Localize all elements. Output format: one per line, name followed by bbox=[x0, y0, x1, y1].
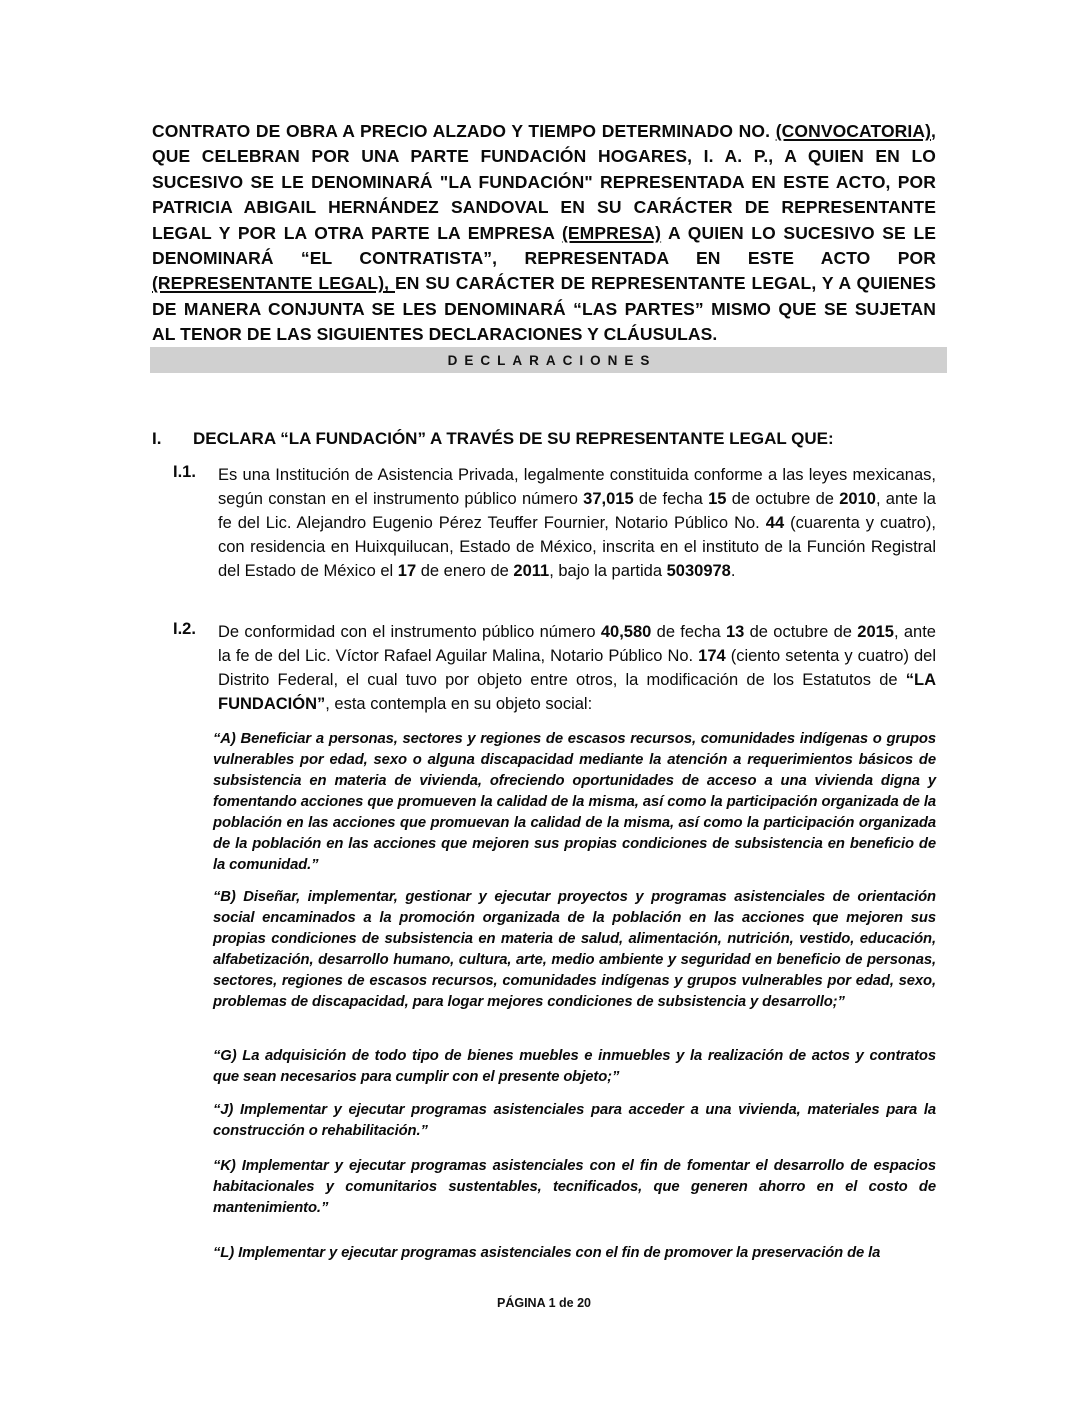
text-segment: (cuarenta y cuatro), con residencia en Huixquilucan, Estado de México, inscrita en el instituto de la Función Registral del Estado de México el bbox=[218, 514, 936, 580]
text-segment: 37,015 bbox=[583, 490, 634, 508]
objeto-social-quote-k: “K) Implementar y ejecutar programas asistenciales con el fin de fomentar el desarrollo de espacios habitacionales y comunitarios sustentables, tecnificados, que generen ahorro en el costo de mantenimiento.” bbox=[213, 1158, 936, 1216]
text-segment: 15 bbox=[708, 490, 727, 508]
text-segment: de fecha bbox=[651, 623, 726, 641]
objeto-social-quote-l: “L) Implementar y ejecutar programas asistenciales con el fin de promover la preservación de la bbox=[213, 1245, 881, 1261]
text-segment: de enero de bbox=[416, 562, 514, 580]
text-segment: (EMPRESA) bbox=[561, 222, 662, 243]
text-segment: , ante la fe de del Lic. Víctor Rafael Aguilar Malina, Notario Público No. bbox=[218, 623, 936, 665]
text-segment: , ante la fe del Lic. Alejandro Eugenio Pérez Teuffer Fournier, Notario Público No. bbox=[218, 490, 936, 532]
text-segment: “LA FUNDACIÓN” bbox=[218, 671, 936, 713]
text-segment: 44 bbox=[765, 514, 785, 532]
objeto-social-quote-g: “G) La adquisición de todo tipo de bienes muebles e inmuebles y la realización de actos y contratos que sean necesarios para cumplir con el presente objeto;” bbox=[213, 1048, 936, 1085]
clause-i1-text bbox=[218, 463, 936, 583]
text-segment: , QUE CELEBRAN POR UNA PARTE FUNDACIÓN HOGARES, I. A. P., A QUIEN EN LO SUCESIVO SE LE DENOMINARÁ "LA FUNDACIÓN" REPRESENTADA EN ESTE ACTO, POR PATRICIA ABIGAIL HERNÁNDEZ SANDOVAL EN SU CARÁCTER DE REPRESENTANTE LEGAL Y POR LA OTRA PARTE LA EMPRESA bbox=[152, 121, 936, 243]
text-segment: (REPRESENTANTE LEGAL), bbox=[152, 273, 395, 294]
text-segment: A QUIEN LO SUCESIVO SE LE DENOMINARÁ “EL CONTRATISTA”, REPRESENTADA EN ESTE ACTO POR bbox=[152, 222, 937, 269]
clause-i2-text bbox=[218, 620, 936, 716]
text-segment: (CONVOCATORIA) bbox=[775, 121, 932, 141]
text-segment: Es una Institución de Asistencia Privada, legalmente constituida conforme a las leyes mexicanas, según constan en el instrumento público número bbox=[218, 466, 936, 508]
text-segment: CONTRATO DE OBRA A PRECIO ALZADO Y TIEMPO DETERMINADO NO. bbox=[152, 121, 776, 141]
text-segment: 17 bbox=[397, 562, 417, 580]
text-segment: 2010 bbox=[839, 490, 876, 508]
text-segment: 174 bbox=[698, 647, 726, 665]
text-segment: de fecha bbox=[633, 490, 709, 508]
text-segment: EN SU CARÁCTER DE REPRESENTANTE LEGAL, Y A QUIENES DE MANERA CONJUNTA SE LES DENOMINARÁ “LAS PARTES” MISMO QUE SE SUJETAN AL TENOR DE LAS SIGUIENTES DECLARACIONES Y CLÁUSULAS. bbox=[152, 273, 936, 345]
text-segment: de octubre de bbox=[744, 623, 858, 641]
page-number-footer: PÁGINA 1 de 20 bbox=[496, 1296, 591, 1310]
text-segment: De conformidad con el instrumento público número bbox=[218, 623, 601, 641]
text-segment: 2015 bbox=[857, 623, 894, 641]
declara-heading-text: DECLARA “LA FUNDACIÓN” A TRAVÉS DE SU REPRESENTANTE LEGAL QUE: bbox=[193, 429, 834, 448]
text-segment: 2011 bbox=[513, 562, 550, 580]
objeto-social-quote-b: “B) Diseñar, implementar, gestionar y ejecutar proyectos y programas asistenciales de orientación social encaminados a la promoción organizada de la población en las acciones que mejoren sus propias condiciones de subsistencia en materia de salud, alimentación, nutrición, vestido, educación, alfabetización, desarrollo humano, cultura, arte, medio ambiente y seguridad en beneficio de personas, sectores, regiones de escasos recursos, comunidades indígenas y grupos vulnerables por edad, sexo, problemas de discapacidad, para logar mejores condiciones de subsistencia y desarrollo;” bbox=[213, 889, 936, 1010]
clause-i1 bbox=[173, 463, 936, 583]
objeto-social-quote-j: “J) Implementar y ejecutar programas asistenciales para acceder a una vivienda, materiales para la construcción o rehabilitación.” bbox=[213, 1102, 936, 1139]
text-segment: , bajo la partida bbox=[549, 562, 667, 580]
text-segment: 40,580 bbox=[600, 623, 652, 641]
declaraciones-section-band bbox=[150, 347, 947, 373]
text-segment: , esta contempla en su objeto social: bbox=[325, 695, 593, 713]
text-segment: 13 bbox=[725, 623, 745, 641]
clause-i1-number: I.1. bbox=[173, 463, 196, 481]
text-segment: de octubre de bbox=[726, 490, 840, 508]
declara-heading bbox=[152, 429, 936, 449]
declaraciones-band-label: DECLARACIONES bbox=[447, 352, 657, 368]
declara-heading-number: I. bbox=[152, 429, 162, 448]
clause-i2-number: I.2. bbox=[173, 620, 196, 638]
text-segment: 5030978 bbox=[666, 562, 731, 580]
clause-i2 bbox=[173, 620, 936, 716]
contract-title-paragraph bbox=[152, 119, 936, 348]
objeto-social-quote-a: “A) Beneficiar a personas, sectores y regiones de escasos recursos, comunidades indígenas o grupos vulnerables por edad, sexo o alguna discapacidad mediante la atención a requerimientos básicos de subsistencia en materia de vivienda, ofreciendo oportunidades de acceso a una vivienda digna y fomentando acciones que promueven la calidad de la misma, así como la participación organizada de la población en las acciones que promuevan la calidad de la misma, así como la participación organizada de la población en las acciones que mejoren sus propias condiciones de subsistencia en beneficio de la comunidad.” bbox=[213, 731, 936, 873]
text-segment: . bbox=[730, 562, 736, 580]
text-segment: (ciento setenta y cuatro) del Distrito Federal, el cual tuvo por objeto entre otros, la modificación de los Estatutos de bbox=[218, 647, 936, 689]
